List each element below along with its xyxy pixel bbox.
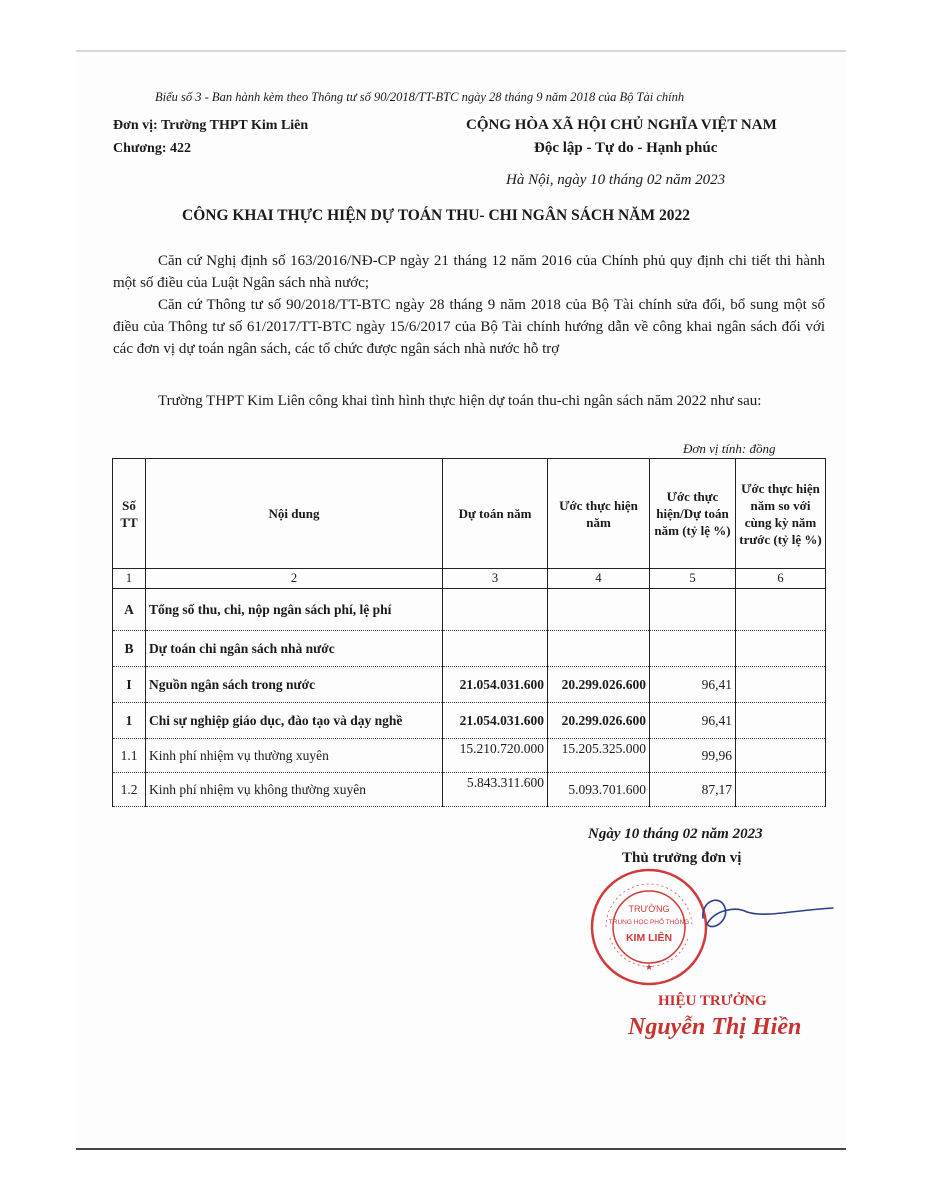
page-top-edge	[76, 50, 846, 52]
header-actual: Ước thực hiện năm	[548, 459, 650, 569]
cell-content: Dự toán chi ngân sách nhà nước	[146, 631, 443, 667]
table-row	[113, 667, 826, 703]
cell-stt: B	[113, 631, 146, 667]
national-motto: Độc lập - Tự do - Hạnh phúc	[534, 140, 718, 156]
col-number: 6	[736, 569, 826, 589]
cell-stt: 1	[113, 703, 146, 739]
cell-yoy	[736, 739, 826, 773]
col-number: 1	[113, 569, 146, 589]
unit-note: Đơn vị tính: đồng	[683, 441, 776, 456]
stamp-seal-icon	[588, 866, 710, 988]
budget-table	[112, 458, 826, 807]
cell-stt: 1.2	[113, 773, 146, 807]
cell-stt: I	[113, 667, 146, 703]
table-row	[113, 703, 826, 739]
cell-content: Nguồn ngân sách trong nước	[146, 667, 443, 703]
cell-content: Kinh phí nhiệm vụ thường xuyên	[146, 739, 443, 773]
cell-actual	[548, 589, 650, 631]
paragraph-legal-basis-2: Căn cứ Thông tư số 90/2018/TT-BTC ngày 28 tháng 9 năm 2018 của Bộ Tài chính sửa đổi, bổ sung một số điều của Thông tư số 61/2017/TT-BTC ngày 15/6/2017 của Bộ Tài chính hướng dẫn về công khai ngân sách đối với các đơn vị dự toán ngân sách, các tổ chức được ngân sách nhà nước hỗ trợ	[113, 297, 825, 357]
col-number: 2	[146, 569, 443, 589]
paragraph-disclosure: Trường THPT Kim Liên công khai tình hình thực hiện dự toán thu-chi ngân sách năm 2022 như sau:	[158, 393, 762, 409]
chapter-code: Chương: 422	[113, 141, 191, 156]
cell-estimate	[443, 589, 548, 631]
svg-text:★: ★	[644, 962, 654, 972]
issued-note: Biểu số 3 - Ban hành kèm theo Thông tư số 90/2018/TT-BTC ngày 28 tháng 9 năm 2018 của Bộ Tài chính	[155, 90, 685, 104]
cell-estimate: 21.054.031.600	[443, 667, 548, 703]
cell-ratio: 96,41	[650, 667, 736, 703]
handwritten-signature-icon	[695, 880, 835, 950]
cell-yoy	[736, 589, 826, 631]
place-date: Hà Nội, ngày 10 tháng 02 năm 2023	[506, 172, 726, 188]
header-yoy: Ước thực hiện năm so với cùng kỳ năm trước (tỷ lệ %)	[736, 459, 826, 569]
document-title: CÔNG KHAI THỰC HIỆN DỰ TOÁN THU- CHI NGÂN SÁCH NĂM 2022	[182, 207, 690, 224]
paragraph-legal-basis-1: Căn cứ Nghị định số 163/2016/NĐ-CP ngày 21 tháng 12 năm 2016 của Chính phủ quy định chi tiết thi hành một số điều của Luật Ngân sách nhà nước;	[113, 253, 825, 291]
cell-actual: 5.093.701.600	[548, 773, 650, 807]
cell-estimate: 21.054.031.600	[443, 703, 548, 739]
cell-yoy	[736, 703, 826, 739]
col-number: 3	[443, 569, 548, 589]
cell-content: Tổng số thu, chi, nộp ngân sách phí, lệ phí	[146, 589, 443, 631]
cell-ratio: 87,17	[650, 773, 736, 807]
table-row	[113, 631, 826, 667]
signature-date: Ngày 10 tháng 02 năm 2023	[588, 826, 763, 842]
stamp-line-1: TRƯỜNG	[628, 904, 670, 914]
header-ratio: Ước thực hiện/Dự toán năm (tỷ lệ %)	[650, 459, 736, 569]
signer-name: Nguyễn Thị Hiền	[628, 1014, 802, 1040]
cell-ratio	[650, 589, 736, 631]
cell-content: Chi sự nghiệp giáo dục, đào tạo và dạy nghề	[146, 703, 443, 739]
column-number-row	[113, 569, 826, 589]
table-row	[113, 589, 826, 631]
cell-yoy	[736, 773, 826, 807]
stamp-line-2: TRUNG HỌC PHỔ THÔNG	[608, 919, 690, 926]
cell-actual: 20.299.026.600	[548, 703, 650, 739]
page-bottom-edge	[76, 1148, 846, 1150]
col-number: 4	[548, 569, 650, 589]
header-content: Nội dung	[146, 459, 443, 569]
table-header-row	[113, 459, 826, 569]
cell-stt: 1.1	[113, 739, 146, 773]
stamp-line-3: KIM LIÊN	[625, 932, 673, 944]
cell-estimate	[443, 631, 548, 667]
cell-ratio: 96,41	[650, 703, 736, 739]
header-estimate: Dự toán năm	[443, 459, 548, 569]
cell-actual: 15.205.325.000	[548, 739, 650, 773]
country-name: CỘNG HÒA XÃ HỘI CHỦ NGHĨA VIỆT NAM	[466, 117, 777, 133]
cell-content: Kinh phí nhiệm vụ không thường xuyên	[146, 773, 443, 807]
table-row	[113, 739, 826, 773]
cell-actual	[548, 631, 650, 667]
cell-estimate: 5.843.311.600	[443, 773, 548, 807]
official-stamp	[588, 866, 710, 988]
cell-ratio	[650, 631, 736, 667]
cell-ratio: 99,96	[650, 739, 736, 773]
header-stt: Số TT	[113, 459, 146, 569]
col-number: 5	[650, 569, 736, 589]
cell-estimate: 15.210.720.000	[443, 739, 548, 773]
cell-yoy	[736, 631, 826, 667]
signer-role: Thủ trưởng đơn vị	[622, 850, 742, 866]
unit-name: Đơn vị: Trường THPT Kim Liên	[113, 118, 309, 133]
cell-yoy	[736, 667, 826, 703]
cell-stt: A	[113, 589, 146, 631]
cell-actual: 20.299.026.600	[548, 667, 650, 703]
signer-title: HIỆU TRƯỞNG	[658, 993, 767, 1009]
table-row	[113, 773, 826, 807]
